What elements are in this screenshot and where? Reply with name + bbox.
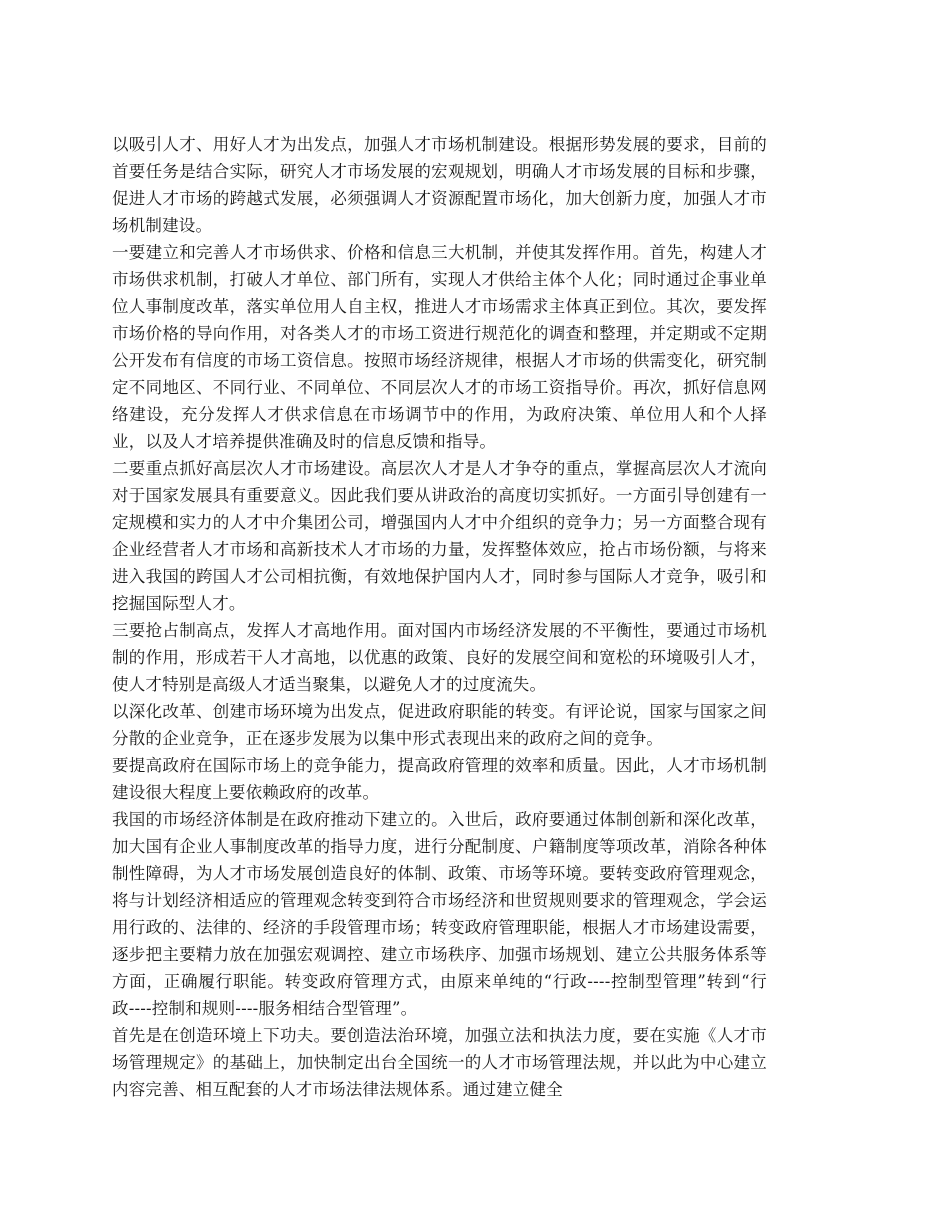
paragraph-5: 以深化改革、创建市场环境为出发点，促进政府职能的转变。有评论说，国家与国家之间分散的企业竞争，正在逐步发展为以集中形式表现出来的政府之间的竞争。 bbox=[112, 702, 767, 748]
paragraph-2: 一要建立和完善人才市场供求、价格和信息三大机制，并使其发挥作用。首先，构建人才市场供求机制，打破人才单位、部门所有，实现人才供给主体个人化；同时通过企事业单位人事制度改革，落实单位用人自主权，推进人才市场需求主体真正到位。其次，要发挥市场价格的导向作用，对各类人才的市场工资进行规范化的调查和整理，并定期或不定期公开发布有信度的市场工资信息。按照市场经济规律，根据人才市场的供需变化，研究制定不同地区、不同行业、不同单位、不同层次人才的市场工资指导价。再次，抓好信息网络建设，充分发挥人才供求信息在市场调节中的作用，为政府决策、单位用人和个人择业，以及人才培养提供准确及时的信息反馈和指导。 bbox=[112, 243, 767, 451]
paragraph-6: 要提高政府在国际市场上的竞争能力，提高政府管理的效率和质量。因此，人才市场机制建设很大程度上要依赖政府的改革。 bbox=[112, 756, 767, 802]
paragraph-3: 二要重点抓好高层次人才市场建设。高层次人才是人才争夺的重点，掌握高层次人才流向对于国家发展具有重要意义。因此我们要从讲政治的高度切实抓好。一方面引导创建有一定规模和实力的人才中介集团公司，增强国内人才中介组织的竞争力；另一方面整合现有企业经营者人才市场和高新技术人才市场的力量，发挥整体效应，抢占市场份额，与将来进入我国的跨国人才公司相抗衡，有效地保护国内人才，同时参与国际人才竞争，吸引和挖掘国际型人才。 bbox=[112, 459, 767, 613]
paragraph-7: 我国的市场经济体制是在政府推动下建立的。入世后，政府要通过体制创新和深化改革，加大国有企业人事制度改革的指导力度，进行分配制度、户籍制度等项改革，消除各种体制性障碍，为人才市场发展创造良好的体制、政策、市场等环境。要转变政府管理观念，将与计划经济相适应的管理观念转变到符合市场经济和世贸规则要求的管理观念，学会运用行政的、法律的、经济的手段管理市场；转变政府管理职能，根据人才市场建设需要，逐步把主要精力放在加强宏观调控、建立市场秩序、加强市场规划、建立公共服务体系等方面，正确履行职能。转变政府管理方式，由原来单纯的“行政----控制型管理”转到“行政----控制和规则----服务相结合型管理”。 bbox=[112, 810, 767, 1018]
paragraph-8: 首先是在创造环境上下功夫。要创造法治环境，加强立法和执法力度，要在实施《人才市场管理规定》的基础上，加快制定出台全国统一的人才市场管理法规，并以此为中心建立内容完善、相互配套的人才市场法律法规体系。通过建立健全 bbox=[112, 1026, 767, 1099]
paragraph-1: 以吸引人才、用好人才为出发点，加强人才市场机制建设。根据形势发展的要求，目前的首要任务是结合实际，研究人才市场发展的宏观规划，明确人才市场发展的目标和步骤，促进人才市场的跨越式发展，必须强调人才资源配置市场化，加大创新力度，加强人才市场机制建设。 bbox=[112, 135, 767, 235]
document-body bbox=[112, 131, 767, 1103]
paragraph-4: 三要抢占制高点，发挥人才高地作用。面对国内市场经济发展的不平衡性，要通过市场机制的作用，形成若干人才高地，以优惠的政策、良好的发展空间和宽松的环境吸引人才，使人才特别是高级人才适当聚集，以避免人才的过度流失。 bbox=[112, 621, 767, 694]
